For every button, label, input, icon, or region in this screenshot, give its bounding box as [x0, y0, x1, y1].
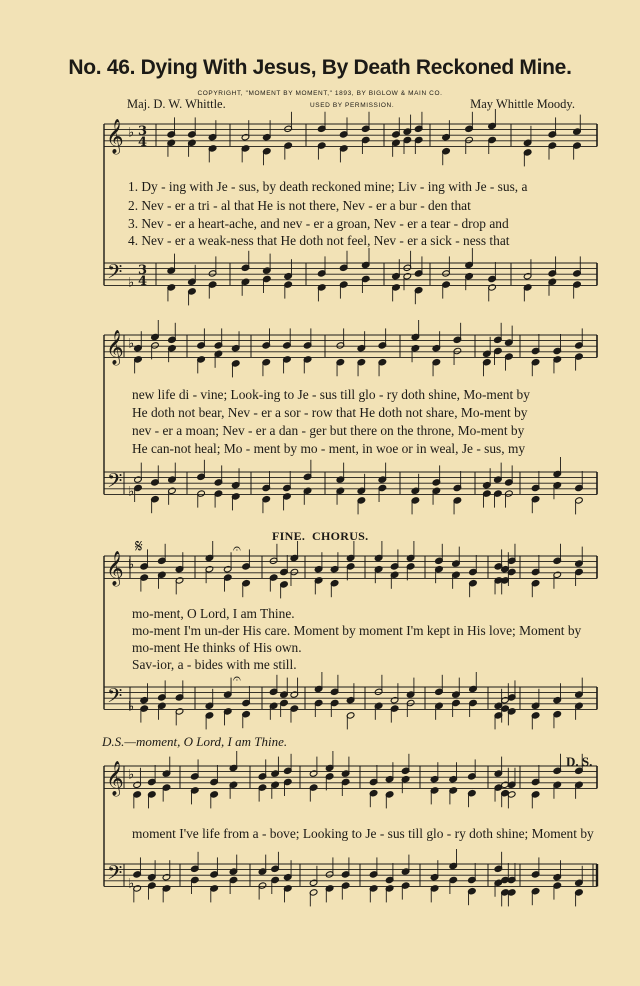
lyric-line: mo-ment, O Lord, I am Thine. — [132, 606, 295, 621]
treble-clef-icon: 𝄞 — [106, 119, 124, 154]
flat-icon: ♭ — [128, 557, 135, 573]
lyric-line: He can-not heal; Mo - ment by mo - ment, in woe or in weal, Je - sus, my — [132, 441, 526, 456]
treble-clef-icon: 𝄞 — [106, 761, 124, 796]
chorus-label: CHORUS. — [312, 529, 369, 543]
segno-icon: 𝄋 — [135, 536, 143, 557]
lyric-line: mo-ment He thinks of His own. — [132, 640, 302, 655]
lyric-line: He doth not bear, Nev - er a sor - row that He doth not share, Mo-ment by — [132, 405, 528, 420]
flat-icon: ♭ — [128, 275, 135, 291]
flat-icon: ♭ — [128, 876, 135, 892]
lyric-line: 4. Nev - er a weak-ness that He doth not feel, Nev - er a sick - ness that — [128, 233, 510, 248]
flat-icon: ♭ — [128, 336, 135, 352]
bass-clef-icon: 𝄢 — [107, 684, 123, 712]
lyric-line: 3. Nev - er a heart-ache, and nev - er a groan, Nev - er a tear - drop and — [128, 216, 509, 231]
ds-instruction: D.S.—moment, O Lord, I am Thine. — [102, 734, 288, 749]
ds-mark: D. S. — [566, 754, 593, 769]
fermata-icon: 𝄐 — [233, 541, 241, 557]
fine-label: FINE. — [272, 529, 306, 543]
flat-icon: ♭ — [128, 484, 135, 500]
copyright-notice: COPYRIGHT, "MOMENT BY MOMENT," 1893, BY BIGLOW & MAIN CO. — [197, 90, 443, 97]
bass-clef-icon: 𝄢 — [107, 469, 123, 497]
hymn-title: No. 46. Dying With Jesus, By Death Reckoned Mine. — [68, 56, 572, 79]
lyric-line: 2. Nev - er a tri - al that He is not there, Nev - er a bur - den that — [128, 198, 471, 213]
time-signature: 3 — [138, 263, 148, 278]
time-signature: 4 — [138, 274, 148, 289]
treble-clef-icon: 𝄞 — [106, 551, 124, 586]
lyric-line: moment I've life from a - bove; Looking to Je - sus till glo - ry doth shine; Moment by — [132, 826, 594, 841]
lyric-line: 1. Dy - ing with Je - sus, by death reckoned mine; Liv - ing with Je - sus, a — [128, 179, 528, 194]
time-signature: 4 — [138, 135, 148, 150]
flat-icon: ♭ — [128, 125, 135, 141]
flat-icon: ♭ — [128, 767, 135, 783]
bass-clef-icon: 𝄢 — [107, 861, 123, 889]
lyric-line: mo-ment I'm un-der His care. Moment by moment I'm kept in His love; Moment by — [132, 623, 582, 638]
lyric-line: Sav-ior, a - bides with me still. — [132, 657, 297, 672]
bass-clef-icon: 𝄢 — [107, 260, 123, 288]
time-signature: 3 — [138, 124, 148, 139]
fermata-icon: 𝄐 — [233, 671, 241, 687]
lyric-line: nev - er a moan; Nev - er a dan - ger but there on the throne, Mo-ment by — [132, 423, 525, 438]
flat-icon: ♭ — [128, 699, 135, 715]
treble-clef-icon: 𝄞 — [106, 330, 124, 365]
music-credit: May Whittle Moody. — [470, 97, 575, 111]
words-credit: Maj. D. W. Whittle. — [127, 97, 226, 111]
permission-notice: USED BY PERMISSION. — [310, 102, 395, 109]
lyric-line: new life di - vine; Look-ing to Je - sus till glo - ry doth shine, Mo-ment by — [132, 387, 530, 402]
